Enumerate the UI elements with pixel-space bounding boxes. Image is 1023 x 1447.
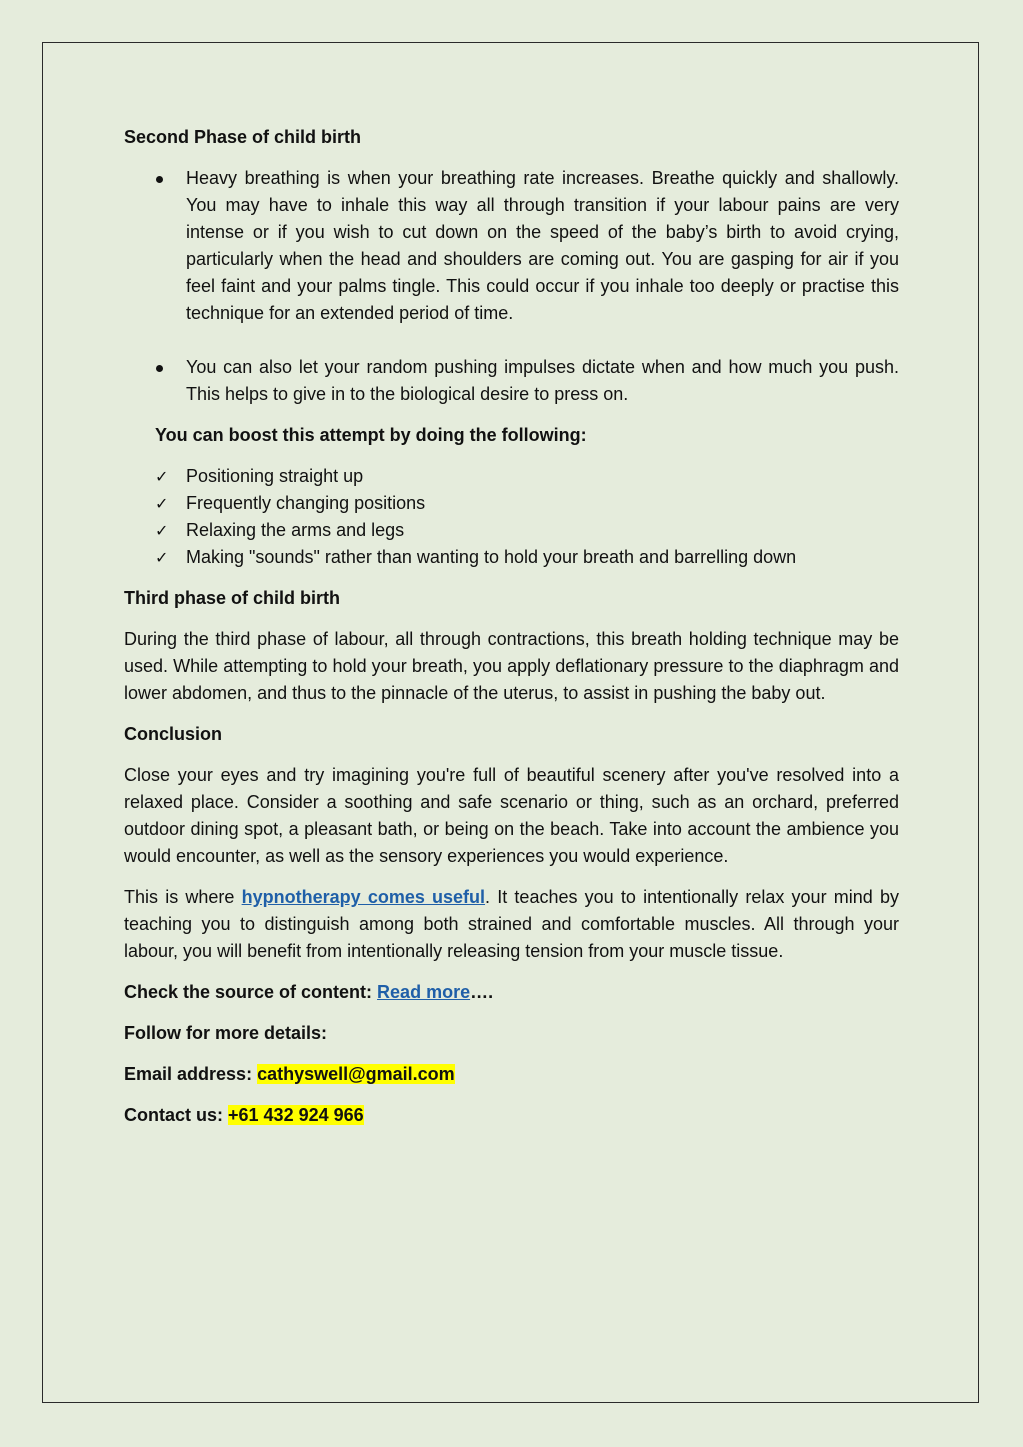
contact-label: Contact us: bbox=[124, 1105, 229, 1125]
second-phase-bullet-list bbox=[124, 165, 899, 408]
checklist-text: Positioning straight up bbox=[186, 466, 364, 486]
check-mark-icon: ✓ bbox=[155, 494, 169, 513]
email-line bbox=[124, 1061, 899, 1088]
checklist-text: Relaxing the arms and legs bbox=[186, 520, 405, 540]
checklist-item bbox=[124, 490, 899, 517]
bullet-dot-icon bbox=[156, 365, 163, 372]
hypnotherapy-text-after: . It teaches you to intentionally relax your mind by teaching you to distinguish among both strained and comfortable muscles. All through your labour, you will benefit from intentionally releasing tension from your muscle tissue. bbox=[124, 887, 899, 961]
conclusion-heading: Conclusion bbox=[124, 724, 222, 744]
check-mark-icon: ✓ bbox=[155, 548, 169, 567]
bullet-item bbox=[124, 354, 899, 408]
hypnotherapy-text-before: This is where bbox=[124, 887, 242, 907]
checklist-item bbox=[124, 517, 899, 544]
hypnotherapy-link[interactable]: hypnotherapy comes useful bbox=[241, 887, 486, 907]
second-phase-heading: Second Phase of child birth bbox=[124, 127, 362, 147]
email-label: Email address: bbox=[124, 1064, 258, 1084]
source-suffix: …. bbox=[470, 982, 494, 1002]
bullet-text: You can also let your random pushing impulses dictate when and how much you push. This helps to give in to the biological desire to press on. bbox=[186, 357, 899, 404]
bullet-item bbox=[124, 165, 899, 327]
boost-heading: You can boost this attempt by doing the following: bbox=[155, 425, 587, 445]
contact-value: +61 432 924 966 bbox=[228, 1105, 364, 1125]
checklist-text: Making "sounds" rather than wanting to hold your breath and barrelling down bbox=[186, 547, 797, 567]
third-phase-heading: Third phase of child birth bbox=[124, 588, 340, 608]
source-label: Check the source of content: bbox=[124, 982, 378, 1002]
document-content bbox=[124, 124, 899, 1143]
read-more-link[interactable]: Read more bbox=[377, 982, 471, 1002]
checklist-text: Frequently changing positions bbox=[186, 493, 426, 513]
third-phase-paragraph: During the third phase of labour, all through contractions, this breath holding technique may be used. While attempting to hold your breath, you apply deflationary pressure to the diaphragm and lower abdomen, and thus to the pinnacle of the uterus, to assist in pushing the baby out. bbox=[124, 629, 899, 703]
follow-label: Follow for more details: bbox=[124, 1023, 328, 1043]
bullet-dot-icon bbox=[156, 176, 163, 183]
boost-checklist bbox=[124, 463, 899, 571]
contact-line bbox=[124, 1102, 899, 1129]
source-line bbox=[124, 979, 899, 1006]
checklist-item bbox=[124, 463, 899, 490]
email-value: cathyswell@gmail.com bbox=[257, 1064, 455, 1084]
check-mark-icon: ✓ bbox=[155, 467, 169, 486]
check-mark-icon: ✓ bbox=[155, 521, 169, 540]
conclusion-paragraph: Close your eyes and try imagining you're full of beautiful scenery after you've resolved into a relaxed place. Consider a soothing and safe scenario or thing, such as an orchard, preferred outdoor dining spot, a pleasant bath, or being on the beach. Take into account the ambience you would encounter, as well as the sensory experiences you would experience. bbox=[124, 765, 899, 866]
hypnotherapy-paragraph bbox=[124, 884, 899, 965]
checklist-item bbox=[124, 544, 899, 571]
bullet-text: Heavy breathing is when your breathing rate increases. Breathe quickly and shallowly. You may have to inhale this way all through transition if your labour pains are very intense or if you wish to cut down on the speed of the baby’s birth to avoid crying, particularly when the head and shoulders are coming out. You are gasping for air if you feel faint and your palms tingle. This could occur if you inhale too deeply or practise this technique for an extended period of time. bbox=[186, 168, 899, 323]
